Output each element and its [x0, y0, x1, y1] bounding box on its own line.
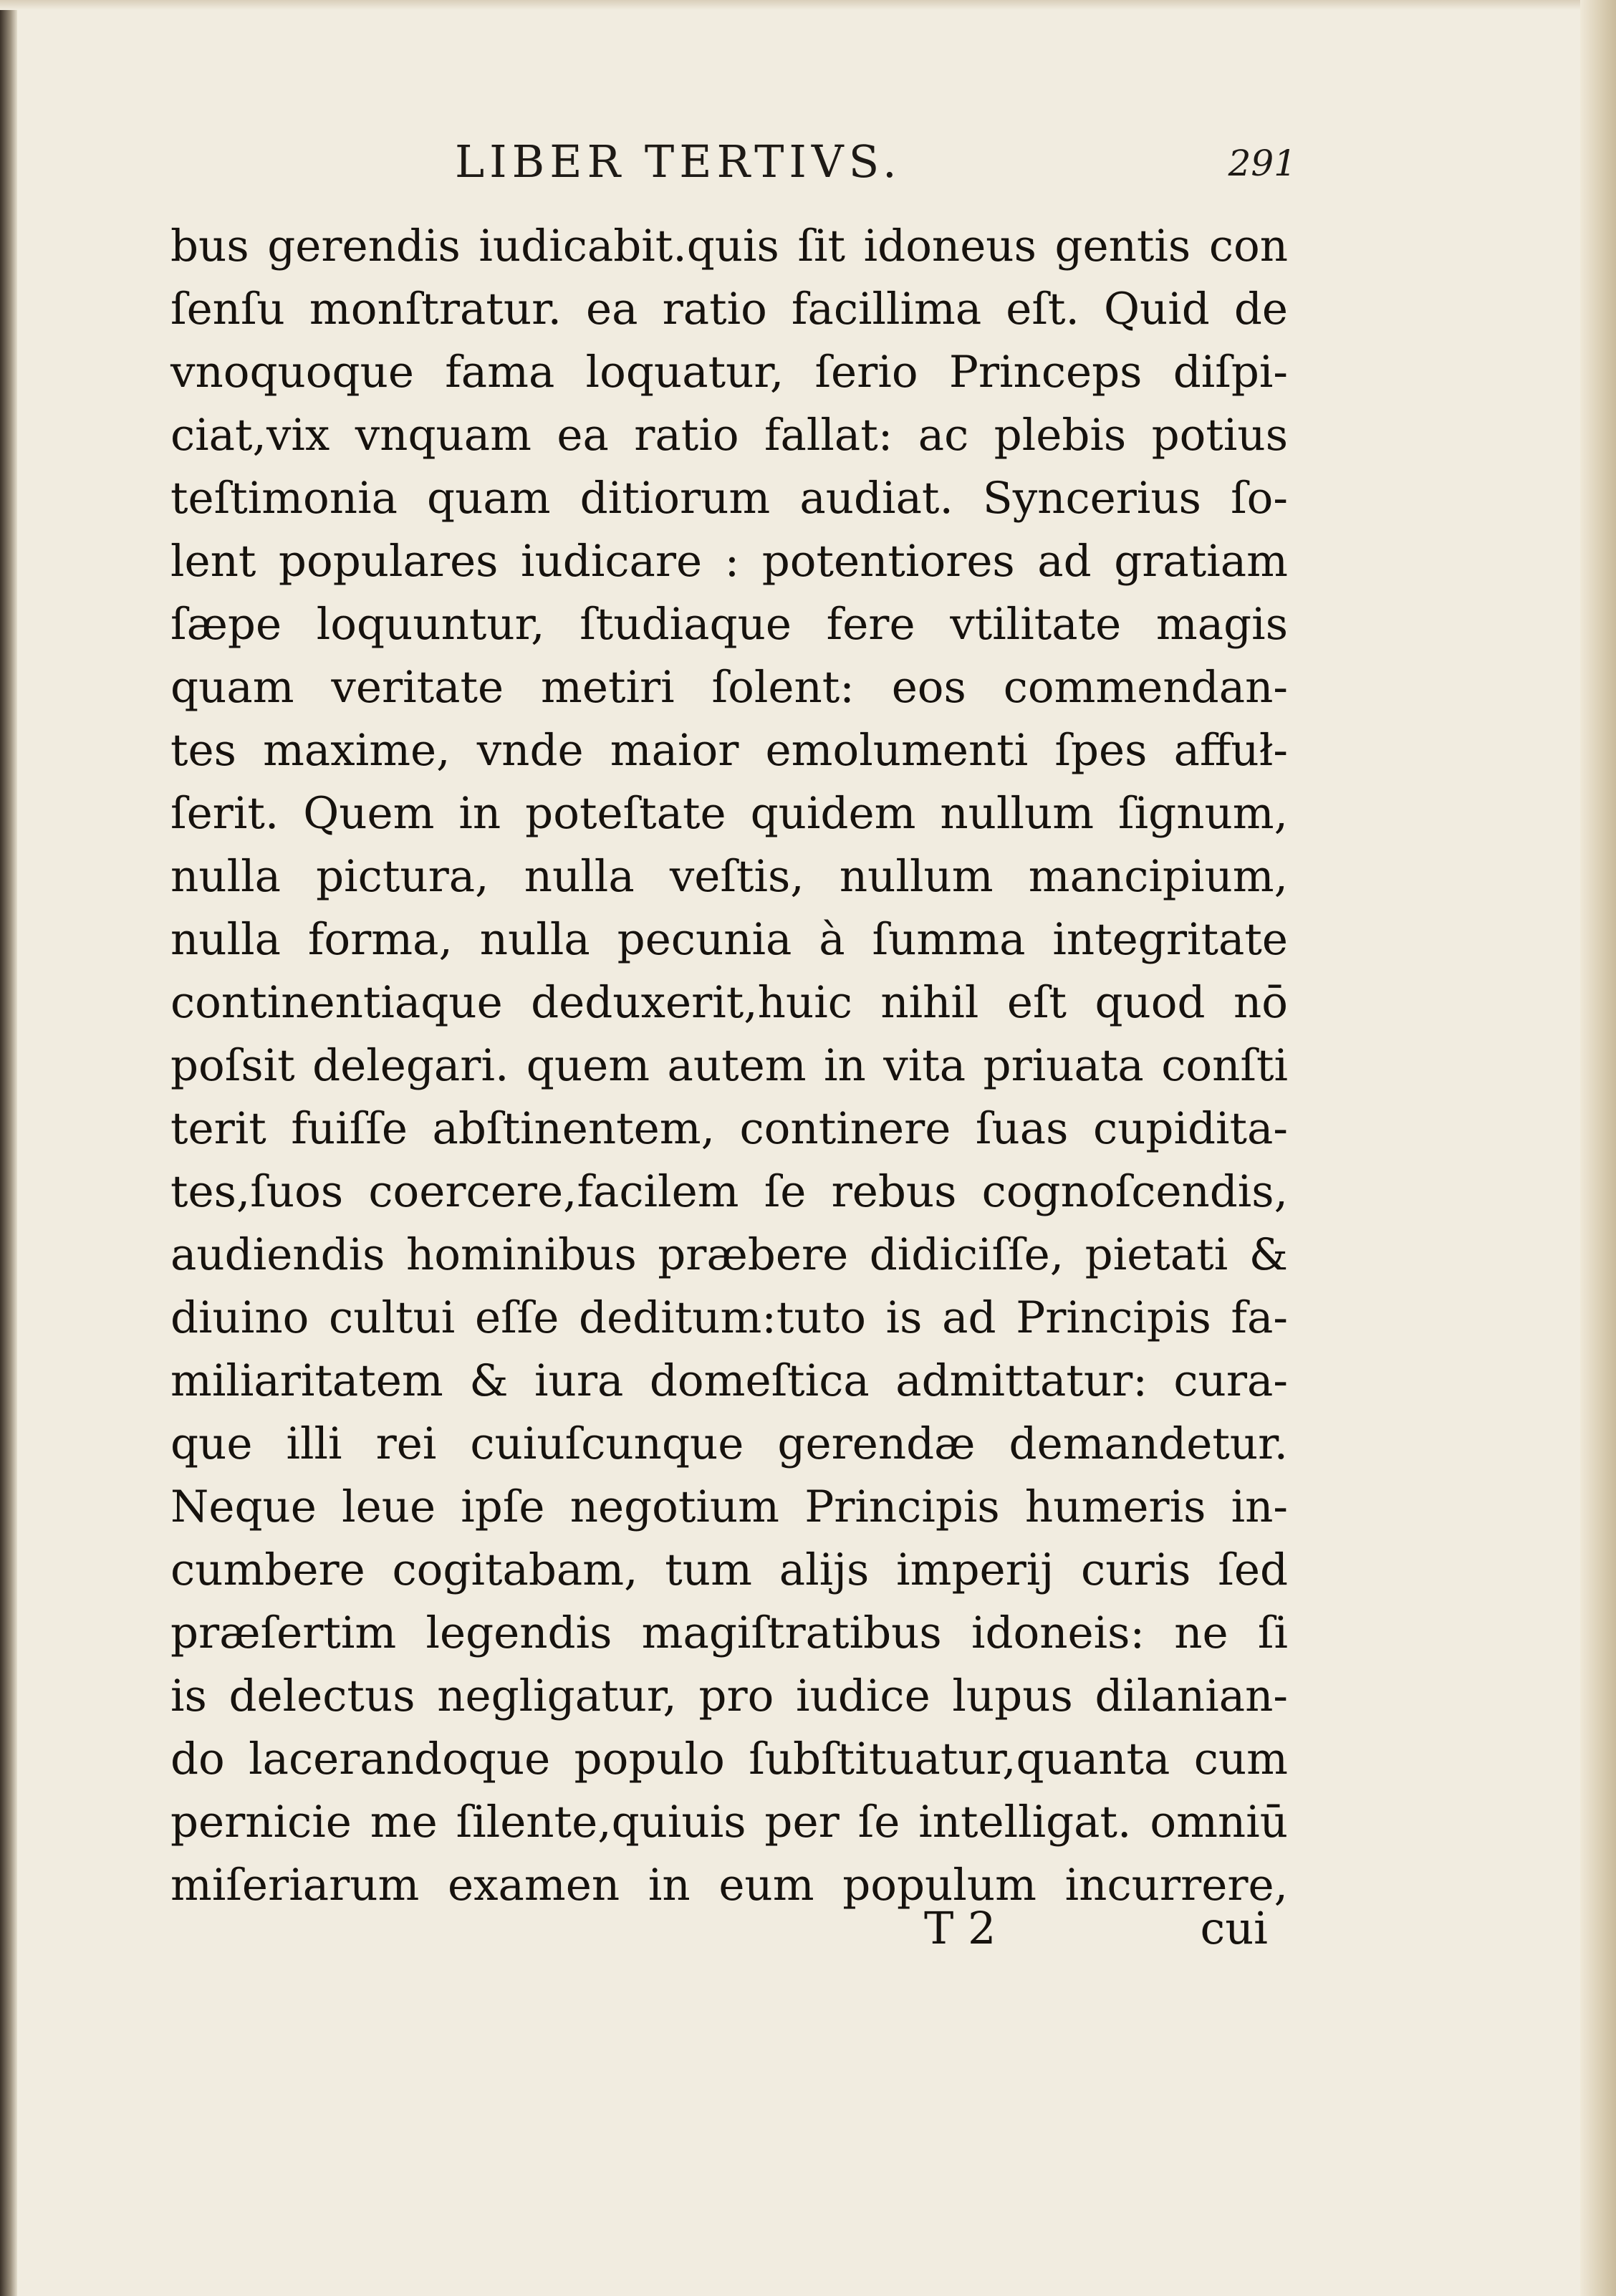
catchline	[924, 1902, 1268, 1966]
text-line: ciat,vix vnquam ea ratio fallat: ac plebis potius	[170, 410, 1288, 461]
text-line: præſertim legendis magiſtratibus idoneis: ne ſi	[170, 1608, 1288, 1658]
text-line: lent populares iudicare : potentiores ad gratiam	[170, 536, 1288, 587]
text-line: nulla forma, nulla pecunia à ſumma integritate	[170, 914, 1288, 965]
text-line: cumbere cogitabam, tum alijs imperij curis ſed	[170, 1545, 1288, 1595]
page-number: 291	[1228, 143, 1297, 184]
text-line: miliaritatem & iura domeſtica admittatur: cura-	[170, 1355, 1288, 1406]
running-head	[168, 125, 1297, 197]
text-line: pernicie me ſilente,quiuis per ſe intelligat. omniū	[170, 1797, 1288, 1848]
text-line: ſenſu monſtratur. ea ratio facillima eſt. Quid de	[170, 284, 1288, 335]
running-title: LIBER TERTIVS.	[455, 135, 902, 188]
text-line: miſeriarum examen in eum populum incurrere,	[170, 1860, 1288, 1911]
text-line: audiendis hominibus præbere didiciſſe, pietati &	[170, 1229, 1288, 1280]
text-line: teſtimonia quam ditiorum audiat. Syncerius ſo-	[170, 473, 1288, 524]
text-line: tes maxime, vnde maior emolumenti ſpes affuł-	[170, 725, 1288, 776]
text-line: ſerit. Quem in poteſtate quidem nullum ſignum,	[170, 788, 1288, 839]
text-line: que illi rei cuiuſcunque gerendæ demandetur.	[170, 1418, 1288, 1469]
signature-mark: T 2	[924, 1902, 996, 1954]
text-line: diuino cultui eſſe deditum:tuto is ad Principis fa-	[170, 1292, 1288, 1343]
text-line: Neque leue ipſe negotium Principis humeris in-	[170, 1481, 1288, 1532]
catchword: cui	[1200, 1902, 1268, 1954]
text-line: ſæpe loquuntur, ſtudiaque fere vtilitate magis	[170, 599, 1288, 650]
text-line: terit fuiſſe abſtinentem, continere ſuas cupidita-	[170, 1103, 1288, 1154]
page-gutter-shadow	[0, 0, 17, 2296]
page-top-edge	[0, 0, 1616, 10]
page-fore-edge	[1580, 0, 1616, 2296]
text-block	[170, 215, 1288, 1917]
text-line: poſsit delegari. quem autem in vita priuata conſti	[170, 1040, 1288, 1091]
text-line: vnoquoque fama loquatur, ſerio Princeps diſpi-	[170, 347, 1288, 398]
text-line: continentiaque deduxerit,huic nihil eſt quod nō	[170, 977, 1288, 1028]
text-line: nulla pictura, nulla veſtis, nullum mancipium,	[170, 851, 1288, 902]
text-line: bus gerendis iudicabit.quis ſit idoneus gentis con	[170, 221, 1288, 272]
text-line: is delectus negligatur, pro iudice lupus dilanian-	[170, 1671, 1288, 1721]
text-line: quam veritate metiri ſolent: eos commendan-	[170, 662, 1288, 713]
text-line: do lacerandoque populo ſubſtituatur,quanta cum	[170, 1734, 1288, 1785]
text-line: tes,ſuos coercere,facilem ſe rebus cognoſcendis,	[170, 1166, 1288, 1217]
